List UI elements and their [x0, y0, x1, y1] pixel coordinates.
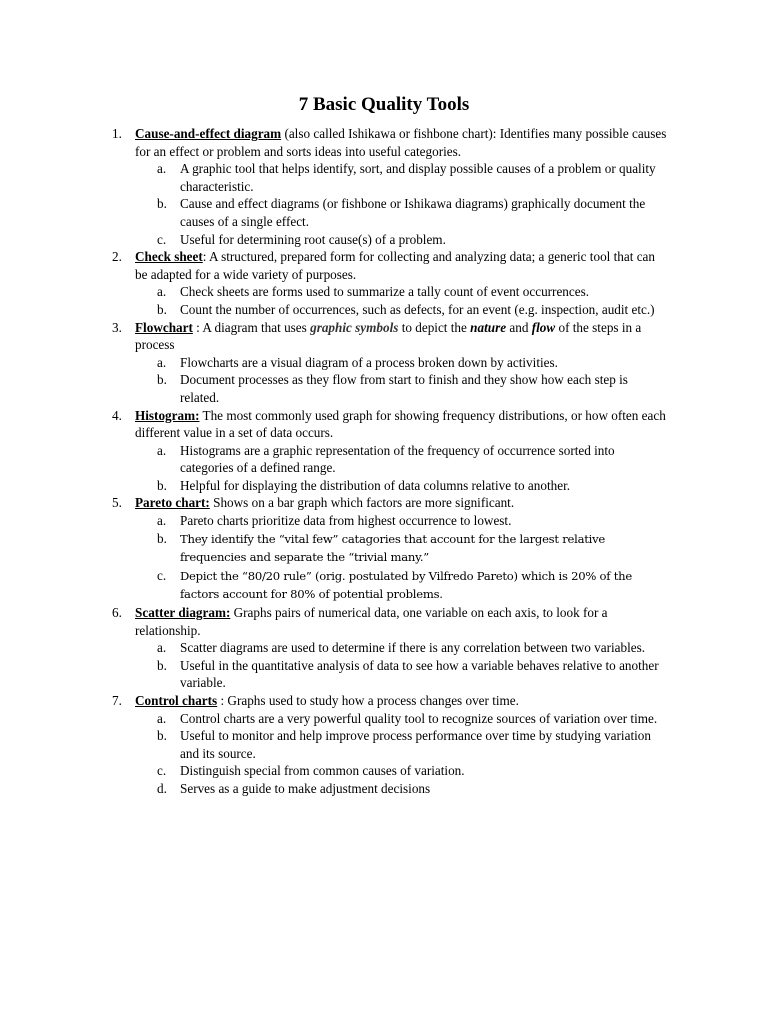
definition-text: (also called Ishikawa or fishbone chart): Identifies many possible causes for an effect or problem and sorts ideas into useful categories.	[135, 126, 667, 159]
sub-item	[135, 639, 668, 657]
tool-item-flowchart	[0, 319, 670, 407]
tool-item-control-charts	[0, 692, 670, 798]
term-check-sheet: Check sheet	[135, 249, 203, 265]
sub-letter: b.	[157, 301, 167, 317]
sub-letter: a.	[157, 710, 167, 726]
sub-item	[135, 371, 668, 406]
sub-letter: b.	[157, 728, 167, 744]
sub-letter: c.	[157, 567, 167, 583]
sub-text: Useful to monitor and help improve process performance over time by studying variation and its source.	[180, 728, 651, 761]
item-number: 4.	[112, 407, 122, 423]
emphasis-graphic-symbols: graphic symbols	[310, 319, 399, 335]
sub-item	[135, 283, 668, 301]
emphasis-flow: flow	[531, 319, 556, 335]
definition-text: Graphs pairs of numerical data, one variable on each axis, to look for a relationship.	[135, 605, 608, 638]
page-title: 7 Basic Quality Tools	[298, 94, 470, 115]
sub-item	[135, 160, 668, 195]
sub-letter: a.	[157, 354, 167, 370]
sub-text: Depict the “80/20 rule” (orig. postulated by Vilfredo Pareto) which is 20% of the factors account for 80% of potential problems.	[180, 568, 632, 602]
item-description	[135, 692, 670, 710]
tool-item-scatter-diagram	[0, 604, 670, 692]
sub-item	[135, 195, 668, 230]
sub-item	[135, 512, 668, 530]
term-control-charts: Control charts	[135, 693, 218, 708]
definition-text: : Graphs used to study how a process changes over time.	[217, 693, 519, 708]
sub-item	[135, 780, 668, 798]
sub-letter: a.	[157, 640, 167, 656]
definition-text: Shows on a bar graph which factors are more significant.	[209, 495, 515, 511]
sub-letter: a.	[157, 513, 167, 529]
sub-text: Useful for determining root cause(s) of a problem.	[180, 231, 446, 247]
sub-letter: b.	[157, 530, 167, 546]
sub-text: Useful in the quantitative analysis of data to see how a variable behaves relative to another variable.	[180, 657, 659, 691]
sub-list	[135, 639, 670, 692]
sub-list	[135, 354, 670, 407]
tool-item-check-sheet	[0, 248, 670, 318]
item-description	[135, 407, 670, 442]
sub-item	[135, 762, 668, 780]
sub-text: Control charts are a very powerful quality tool to recognize sources of variation over time.	[180, 710, 658, 726]
sub-letter: a.	[157, 442, 167, 458]
sub-list	[135, 442, 670, 495]
term-cause-and-effect: Cause-and-effect diagram	[135, 126, 282, 141]
sub-text: Histograms are a graphic representation of the frequency of occurrence sorted into categories of a defined range.	[180, 442, 615, 476]
sub-text: Document processes as they flow from start to finish and they show how each step is related.	[180, 372, 628, 405]
sub-text: Scatter diagrams are used to determine if there is any correlation between two variables.	[180, 640, 646, 656]
item-number: 2.	[112, 249, 122, 265]
definition-text: of the steps in a process	[135, 319, 642, 353]
item-description	[135, 248, 670, 283]
sub-list	[135, 710, 670, 798]
sub-text: Distinguish special from common causes of variation.	[180, 763, 465, 779]
emphasis-nature: nature	[470, 319, 507, 335]
sub-text: Helpful for displaying the distribution of data columns relative to another.	[180, 477, 571, 493]
sub-item	[135, 657, 668, 692]
sub-letter: b.	[157, 657, 167, 673]
item-description	[135, 319, 670, 354]
term-flowchart: Flowchart	[135, 319, 193, 335]
sub-item	[135, 530, 668, 567]
sub-letter: b.	[157, 196, 167, 212]
sub-list	[135, 283, 670, 318]
item-number: 7.	[112, 693, 122, 708]
sub-text: Check sheets are forms used to summarize a tally count of event occurrences.	[180, 284, 590, 300]
tools-list	[0, 125, 768, 798]
item-number: 5.	[112, 495, 122, 511]
sub-letter: d.	[157, 780, 167, 796]
sub-text: A graphic tool that helps identify, sort, and display possible causes of a problem or quality characteristic.	[180, 161, 656, 194]
item-description	[135, 494, 670, 512]
tool-item-histogram	[0, 407, 670, 495]
sub-letter: c.	[157, 231, 167, 247]
sub-text: They identify the “vital few” catagories that account for the largest relative frequencies and separate the “trivial many.”	[180, 531, 606, 565]
item-description	[135, 604, 670, 639]
definition-text: : A structured, prepared form for collecting and analyzing data; a generic tool that can be adapted for a wide variety of purposes.	[135, 249, 655, 282]
sub-item	[135, 477, 668, 495]
sub-letter: b.	[157, 372, 167, 388]
term-scatter-diagram: Scatter diagram:	[135, 605, 231, 621]
term-histogram: Histogram:	[135, 407, 200, 423]
sub-text: Serves as a guide to make adjustment decisions	[180, 780, 431, 796]
sub-letter: c.	[157, 763, 167, 779]
item-description	[135, 125, 670, 160]
sub-text: Cause and effect diagrams (or fishbone or Ishikawa diagrams) graphically document the causes of a single effect.	[180, 196, 646, 229]
sub-letter: b.	[157, 477, 167, 493]
item-number: 1.	[112, 126, 122, 141]
tool-item-cause-and-effect	[0, 125, 670, 248]
definition-text: to depict the	[398, 319, 471, 335]
sub-item	[135, 442, 668, 477]
sub-item	[135, 567, 668, 604]
sub-item	[135, 710, 668, 728]
sub-item	[135, 301, 668, 319]
definition-text: and	[506, 319, 532, 335]
sub-letter: a.	[157, 161, 167, 177]
sub-text: Flowcharts are a visual diagram of a process broken down by activities.	[180, 354, 558, 370]
definition-text: : A diagram that uses	[192, 319, 311, 335]
sub-list	[135, 160, 670, 248]
sub-item	[135, 727, 668, 762]
sub-list	[135, 512, 670, 604]
term-pareto-chart: Pareto chart:	[135, 495, 210, 511]
tool-item-pareto-chart	[0, 494, 670, 604]
item-number: 3.	[112, 319, 122, 335]
definition-text: The most commonly used graph for showing frequency distributions, or how often each different value in a set of data occurs.	[135, 407, 666, 441]
item-number: 6.	[112, 605, 122, 621]
sub-item	[135, 354, 668, 372]
sub-item	[135, 231, 668, 249]
sub-text: Pareto charts prioritize data from highest occurrence to lowest.	[180, 513, 512, 529]
sub-text: Count the number of occurrences, such as defects, for an event (e.g. inspection, audit etc.)	[180, 301, 655, 317]
sub-letter: a.	[157, 284, 167, 300]
